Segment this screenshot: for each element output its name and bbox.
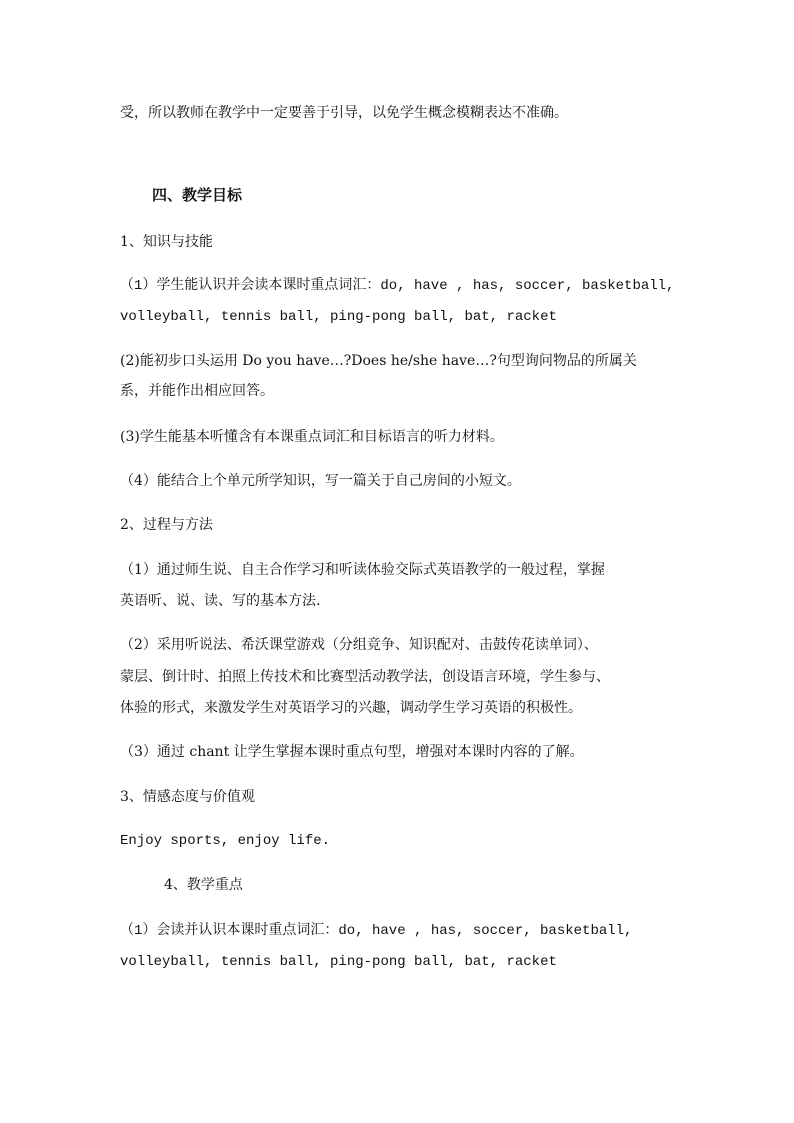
paragraph-line: （2）采用听说法、希沃课堂游戏（分组竞争、知识配对、击鼓传花读单词）、 (120, 637, 598, 653)
paragraph-line: volleyball, tennis ball, ping-pong ball, bat, racket (120, 309, 557, 325)
subheading-process-methods: 2、过程与方法 (120, 517, 213, 533)
paragraph-line: volleyball, tennis ball, ping-pong ball, bat, racket (120, 954, 557, 970)
paragraph-line: 系，并能作出相应回答。 (120, 383, 274, 399)
paragraph-line: 英语听、说、读、写的基本方法. (120, 593, 321, 609)
section-heading-teaching-focus: 4、教学重点 (164, 877, 243, 893)
paragraph-line: （3）通过 chant 让学生掌握本课时重点句型，增强对本课时内容的了解。 (120, 744, 584, 760)
paragraph-line: 受，所以教师在教学中一定要善于引导，以免学生概念模糊表达不准确。 (120, 105, 568, 121)
paragraph-line: （1）会读并认识本课时重点词汇：do, have , has, soccer, basketball, (120, 923, 633, 939)
paragraph-line: （1）学生能认识并会读本课时重点词汇：do, have , has, soccer, basketball, (120, 278, 675, 294)
paragraph-line: （1）通过师生说、自主合作学习和听读体验交际式英语教学的一般过程，掌握 (120, 562, 605, 578)
paragraph-line: (3)学生能基本听懂含有本课重点词汇和目标语言的听力材料。 (120, 429, 504, 445)
subheading-emotions-values: 3、情感态度与价值观 (120, 789, 255, 805)
subheading-knowledge-skills: 1、知识与技能 (120, 234, 213, 250)
paragraph-line: 蒙层、倒计时、拍照上传技术和比赛型活动教学法，创设语言环境，学生参与、 (120, 669, 610, 685)
section-heading-teaching-objectives: 四、教学目标 (152, 186, 243, 204)
paragraph-line: (2)能初步口头运用 Do you have…?Does he/she have…?句型询问物品的所属关 (120, 353, 637, 369)
paragraph-line: （4）能结合上个单元所学知识，写一篇关于自己房间的小短文。 (120, 473, 521, 489)
paragraph-line: Enjoy sports, enjoy life. (120, 833, 331, 849)
paragraph-line: 体验的形式，来激发学生对英语学习的兴趣，调动学生学习英语的积极性。 (120, 700, 582, 716)
